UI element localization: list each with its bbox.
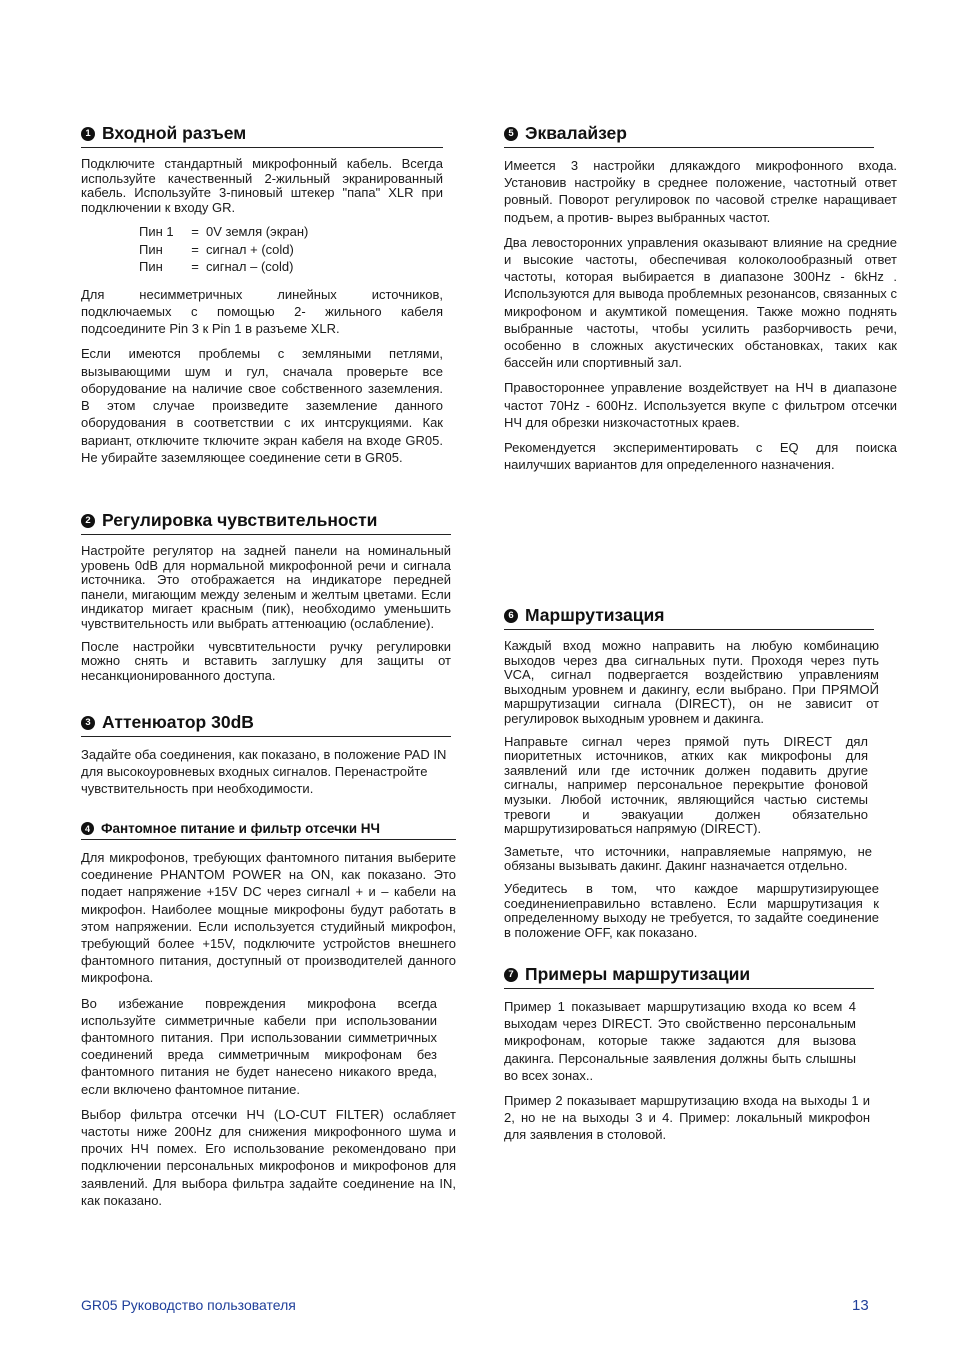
paragraph: Если имеются проблемы с земляными петлями, вызывающими шум и гул, сначала проверьте все оборудование на наличие свое собственного заземления. В этом случае произведите заземление данного оборудования в соответствии с их интсрукциями. Как вариант, отключите тключите экран кабеля на входе GR05. Не убирайте заземляющее соединение сети в GR05.	[81, 346, 443, 465]
pin-name: Пин 1	[139, 224, 174, 240]
paragraph: Во избежание повреждения микрофона всегда используйте симметричные кабели при использовании фантомного питания. При использовании симметричных соединений вреда симметричным микрофонам без фантомного питания не будет нанесено никакого вреда, если включено фантомное питание.	[81, 995, 437, 1097]
pin-name: Пин	[139, 259, 163, 275]
pin-list	[139, 223, 443, 276]
section-heading	[81, 712, 451, 737]
footer-page-number: 13	[852, 1297, 869, 1314]
section-phantom-power	[81, 821, 456, 1217]
section-title: Эквалайзер	[525, 123, 627, 143]
paragraph: Имеется 3 настройки длякаждого микрофонного входа. Установив настройку в среднее положение, частотный ответ ровный. Поворот регулировок по часовой стрелке наращивает подъем, а против- вырез выбранных частот.	[504, 158, 897, 225]
pin-value: сигнал – (cold)	[206, 259, 294, 275]
section-attenuator	[81, 712, 451, 806]
section-title: Регулировка чувствительности	[102, 510, 378, 530]
pin-equals: =	[191, 224, 199, 240]
section-equalizer	[504, 123, 897, 481]
paragraph: Выбор фильтра отсечки НЧ (LO-CUT FILTER) ослабляет частоты ниже 200Hz для снижения микрофонного шума и прочих НЧ помех. Его использование рекомендовано при подключении персональных микрофонов и микрофонов для заявлений. Для выбора фильтра задайте соединение на IN, как показано.	[81, 1106, 456, 1208]
section-input-connector	[81, 123, 443, 474]
section-number-badge: 6	[504, 609, 518, 623]
section-heading	[504, 123, 874, 148]
section-number-badge: 7	[504, 968, 518, 982]
paragraph: Каждый вход можно направить на любую комбинацию выходов через два сигнальных пути. Проходя через путь VCA, сигнал подвергается воздействию управлениям выходным уровнем и дакингу, если выбрано. При ПРЯМОЙ маршрутизации сигнала (DIRECT), он не зависит от регулировок выходным уровнем и дакинга.	[504, 638, 879, 726]
paragraph: Заметьте, что источники, направляемые напрямую, не обязаны вызывать дакинг. Дакинг назначается отдельно.	[504, 843, 872, 874]
paragraph: Для несимметричных линейных источников, подключаемых с помощью 2- жильного кабеля подсоедините Pin 3 к Pin 1 в разъеме XLR.	[81, 286, 443, 337]
pin-equals: =	[191, 241, 199, 257]
section-number-badge: 2	[81, 514, 95, 528]
section-title: Входной разъем	[102, 123, 247, 143]
section-number-badge: 4	[81, 822, 94, 835]
paragraph: Направьте сигнал через прямой путь DIRECT дял пиоритетных источников, атких как микрофоны для заявлений или где источник должен подавить другие сигналы, например персональное перекрытие фоновой музыки. Любой источник, являющийся частью системы тревоги и эвакуации должен обязательно маршрутизироваться напрямую (DIRECT).	[504, 733, 868, 837]
paragraph: Пример 1 показывает маршрутизацию входа ко всем 4 выходам через DIRECT. Это свойственно персональным микрофонам, которые также задаются для вызова дакинга. Персональные заявления должны быть слышны во всех зонах..	[504, 999, 856, 1083]
pin-name: Пин	[139, 241, 163, 257]
pin-value: 0V земля (экран)	[206, 224, 309, 240]
paragraph: Задайте оба соединения, как показано, в положение PAD IN для высокоуровневых входных сигналов. Перенастройте чувствительность при необходимости.	[81, 747, 447, 797]
paragraph: Убедитесь в том, что каждое маршрутизирующее соединениеправильно вставлено. Если маршрутизация к определенному выходу не требуется, то задайте соединение в положение OFF, как показано.	[504, 880, 879, 940]
section-number-badge: 1	[81, 127, 95, 141]
section-heading	[504, 605, 874, 630]
paragraph: Для микрофонов, требующих фантомного питания выберите соединение PHANTOM POWER на ON, как показано. Это подает напряжение +15V DC через сигналl + и – кабели на микрофон. Наиболее мощные микрофоны будут работать в этом напряжении. Если используется студийный микрофон, требующий более +15V, подключите устройстов внешнего фантомного питания, доступный от производителей данного микрофона.	[81, 850, 456, 986]
section-number-badge: 3	[81, 716, 95, 730]
pin-equals: =	[191, 259, 199, 275]
pin-row	[139, 241, 443, 259]
pin-row	[139, 223, 443, 241]
paragraph: Настройте регулятор на задней панели на номинальный уровень 0dB для нормальной микрофонной речи и сигнала источника. Это отображается на индикаторе передней панели, мигающим между зеленым и желтым цветами. Если индикатор мигает красным (пик), необходимо уменьшить чувствительность или выбрать аттенюацию (ослабление).	[81, 543, 451, 631]
section-heading	[504, 964, 874, 989]
section-heading	[81, 821, 456, 840]
paragraph: Рекомендуется экспериментировать с EQ для поиска наилучших вариантов для определенного назначения.	[504, 440, 897, 473]
section-title: Аттенюатор 30dB	[102, 712, 254, 732]
section-title: Примеры маршрутизации	[525, 964, 751, 984]
section-routing	[504, 605, 879, 948]
section-heading	[81, 123, 443, 148]
footer-document-title: GR05 Руководство пользователя	[81, 1297, 296, 1313]
paragraph: Правостороннее управление воздействует на НЧ в диапазоне частот 70Hz - 600Hz. Используется вкупе с фильтром отсечки НЧ для обрезки низкочастотных краев.	[504, 380, 897, 430]
pin-value: сигнал + (cold)	[206, 241, 294, 257]
paragraph: Пример 2 показывает маршрутизацию входа на выходы 1 и 2, но не на выходы 3 и 4. Пример: локальный микрофон для заявления в столовой.	[504, 1093, 870, 1143]
section-sensitivity	[81, 510, 451, 691]
section-routing-examples	[504, 964, 870, 1152]
section-title: Фантомное питание и фильтр отсечки НЧ	[101, 821, 380, 836]
section-title: Маршрутизация	[525, 605, 665, 625]
section-heading	[81, 510, 451, 535]
section-number-badge: 5	[504, 127, 518, 141]
paragraph: Подключите стандартный микрофонный кабель. Всегда используйте качественный 2-жильный экранированный кабель. Используйте 3-пиновый штекер "папа" XLR при подключении к входу GR.	[81, 156, 443, 215]
pin-row	[139, 258, 443, 276]
paragraph: После настройки чувсвтительности ручку регулировки можно снять и вставить заглушку для защиты от несанкционированного доступа.	[81, 638, 451, 683]
paragraph: Два левосторонних управления оказывают влияние на средние и высокие частоты, обеспечивая колоколообразный ответ частоты, которая выбирается в диапазоне 300Hz - 6kHz . Используются для вывода проблемных резонансов, связанных с микрофоном и акумтикой помещения. Также можно поднять выбранные частоты, чтобы усилить разборчивость речи, особенно в сложных акустических обстановках, таких как бассейн или спортивный зал.	[504, 234, 897, 371]
